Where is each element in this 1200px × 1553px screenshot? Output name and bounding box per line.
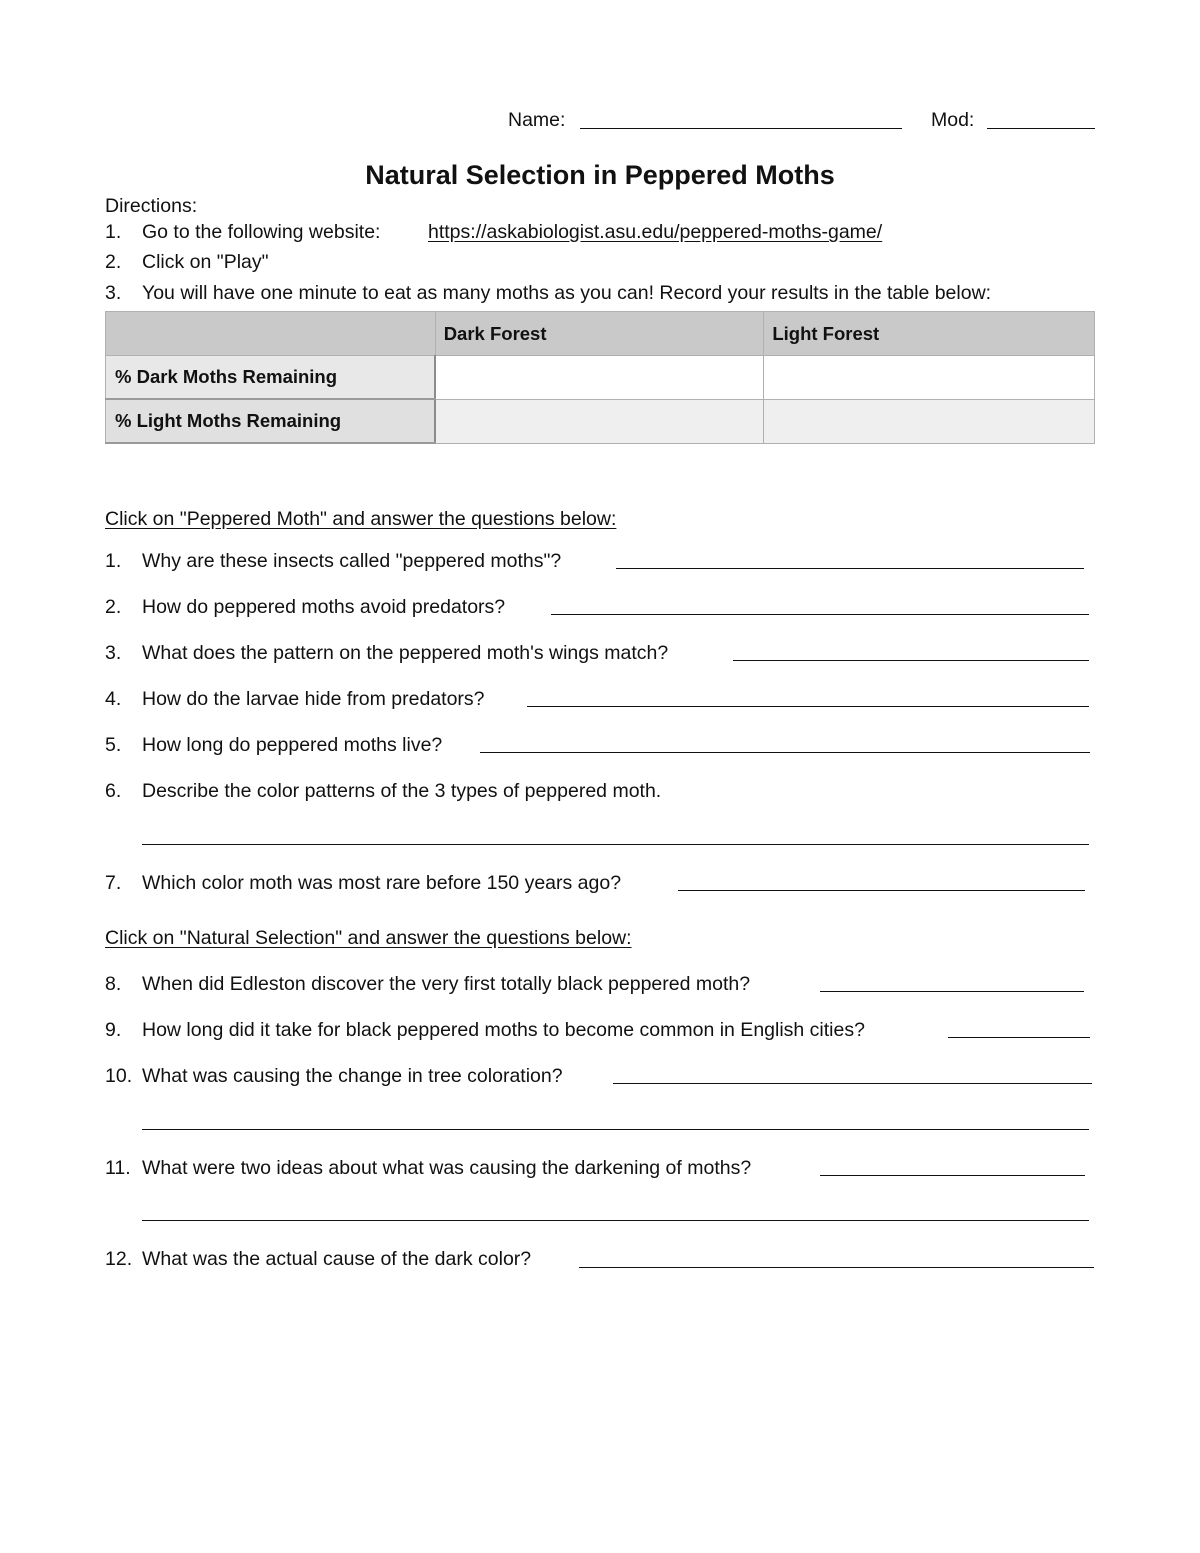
question-number: 1. (105, 550, 122, 572)
header-dark-forest: Dark Forest (435, 312, 764, 356)
question-text: When did Edleston discover the very first totally black peppered moth? (142, 973, 751, 995)
answer-line-5[interactable] (480, 752, 1090, 753)
question-text: Why are these insects called "peppered moths"? (142, 550, 562, 572)
question-number: 8. (105, 973, 122, 995)
question-number: 9. (105, 1019, 122, 1041)
direction-step-2 (105, 250, 269, 274)
answer-line-7[interactable] (678, 890, 1085, 891)
section-heading-natural-selection: Click on "Natural Selection" and answer the questions below: (105, 927, 632, 949)
row-label-dark-moths: % Dark Moths Remaining (106, 356, 436, 400)
answer-line-4[interactable] (527, 706, 1089, 707)
direction-step-1 (105, 220, 380, 244)
answer-line-10a[interactable] (613, 1083, 1092, 1084)
row-label-light-moths: % Light Moths Remaining (106, 399, 436, 443)
question-text: How long do peppered moths live? (142, 734, 443, 756)
step-number: 1. (105, 221, 122, 243)
name-field[interactable] (580, 128, 902, 129)
directions-heading: Directions: (105, 195, 198, 217)
answer-line-3[interactable] (733, 660, 1089, 661)
step-number: 2. (105, 251, 122, 273)
page-title: Natural Selection in Peppered Moths (365, 160, 835, 190)
header-light-forest: Light Forest (764, 312, 1095, 356)
question-6 (105, 779, 661, 803)
step-text: Click on "Play" (142, 251, 269, 273)
question-number: 5. (105, 734, 122, 756)
question-number: 12. (105, 1248, 133, 1270)
answer-line-8[interactable] (820, 991, 1084, 992)
question-3 (105, 641, 668, 665)
question-10 (105, 1064, 563, 1088)
mod-label: Mod: (931, 109, 975, 131)
cell-dark-moths-dark-forest[interactable] (435, 356, 764, 400)
question-12 (105, 1247, 531, 1271)
results-table (105, 311, 1095, 444)
website-link[interactable]: https://askabiologist.asu.edu/peppered-moths-game/ (428, 221, 883, 243)
step-text: You will have one minute to eat as many moths as you can! Record your results in the table below: (142, 282, 992, 304)
name-label: Name: (508, 109, 566, 131)
question-text: How do peppered moths avoid predators? (142, 596, 506, 618)
question-1 (105, 549, 561, 573)
answer-line-1[interactable] (616, 568, 1084, 569)
answer-line-10b[interactable] (142, 1129, 1089, 1130)
question-number: 3. (105, 642, 122, 664)
table-row (106, 399, 1095, 443)
question-text: What does the pattern on the peppered moth's wings match? (142, 642, 669, 664)
step-number: 3. (105, 282, 122, 304)
table-header-row (106, 312, 1095, 356)
question-text: What was the actual cause of the dark color? (142, 1248, 532, 1270)
question-text: What was causing the change in tree coloration? (142, 1065, 563, 1087)
question-11 (105, 1156, 751, 1180)
cell-dark-moths-light-forest[interactable] (764, 356, 1095, 400)
question-9 (105, 1018, 865, 1042)
answer-line-12[interactable] (579, 1267, 1094, 1268)
question-text: Describe the color patterns of the 3 types of peppered moth. (142, 780, 662, 802)
answer-line-11b[interactable] (142, 1220, 1089, 1221)
answer-line-6[interactable] (142, 844, 1089, 845)
answer-line-11a[interactable] (820, 1175, 1085, 1176)
question-text: How long did it take for black peppered moths to become common in English cities? (142, 1019, 865, 1041)
direction-step-3 (105, 281, 991, 305)
question-number: 6. (105, 780, 122, 802)
answer-line-2[interactable] (551, 614, 1089, 615)
question-2 (105, 595, 505, 619)
mod-field[interactable] (987, 128, 1095, 129)
question-8 (105, 972, 750, 996)
question-number: 10. (105, 1065, 133, 1087)
question-number: 11. (105, 1157, 131, 1179)
table-row (106, 356, 1095, 400)
cell-light-moths-light-forest[interactable] (764, 399, 1095, 443)
question-text: Which color moth was most rare before 150 years ago? (142, 872, 622, 894)
section-heading-peppered-moth: Click on "Peppered Moth" and answer the questions below: (105, 508, 617, 530)
question-text: What were two ideas about what was causing the darkening of moths? (142, 1157, 752, 1179)
table-header-empty (106, 312, 436, 356)
question-number: 4. (105, 688, 122, 710)
cell-light-moths-dark-forest[interactable] (435, 399, 764, 443)
question-4 (105, 687, 485, 711)
question-number: 2. (105, 596, 122, 618)
question-number: 7. (105, 872, 122, 894)
question-5 (105, 733, 442, 757)
question-7 (105, 871, 621, 895)
step-text: Go to the following website: (142, 221, 381, 243)
answer-line-9[interactable] (948, 1037, 1090, 1038)
question-text: How do the larvae hide from predators? (142, 688, 485, 710)
